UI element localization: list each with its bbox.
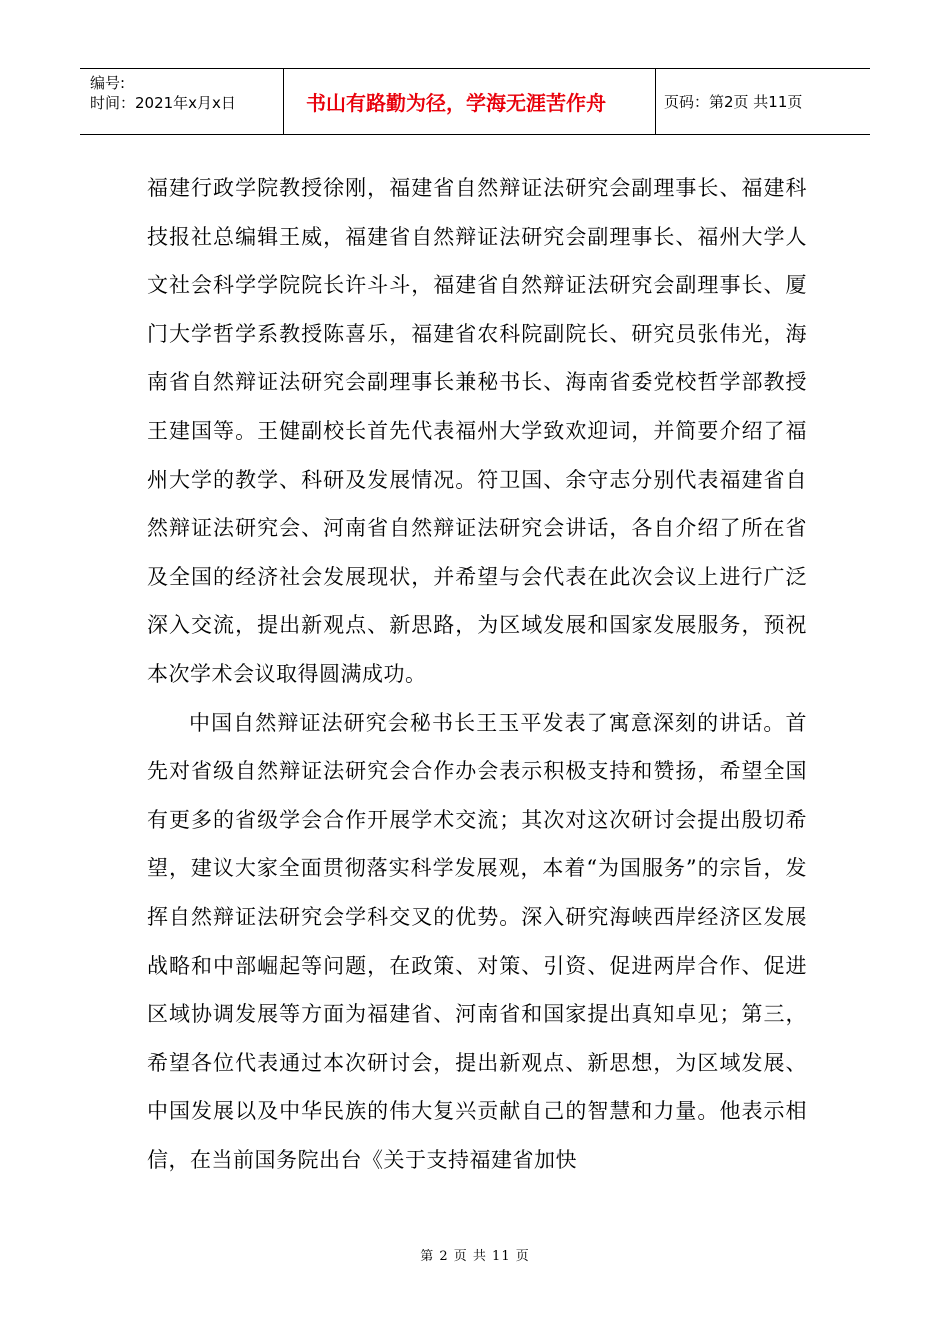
document-number-label: 编号:	[90, 74, 126, 92]
header-motto: 书山有路勤为径，学海无涯苦作舟	[284, 69, 656, 134]
body-paragraph: 中国自然辩证法研究会秘书长王玉平发表了寓意深刻的讲话。首先对省级自然辩证法研究会合作办会表示积极支持和赞扬，希望全国有更多的省级学会合作开展学术交流；其次对这次研讨会提出殷切希望，建议大家全面贯彻落实科学发展观，本着“为国服务”的宗旨，发挥自然辩证法研究会学科交叉的优势。深入研究海峡西岸经济区发展战略和中部崛起等问题，在政策、对策、引资、促进两岸合作、促进区域协调发展等方面为福建省、河南省和国家提出真知卓见；第三，希望各位代表通过本次研讨会，提出新观点、新思想，为区域发展、中国发展以及中华民族的伟大复兴贡献自己的智慧和力量。他表示相信，在当前国务院出台《关于支持福建省加快	[147, 710, 807, 1172]
document-time-label: 时间：2021年x月x日	[90, 94, 236, 112]
body-paragraph: 福建行政学院教授徐刚，福建省自然辩证法研究会副理事长、福建科技报社总编辑王威，福建省自然辩证法研究会副理事长、福州大学人文社会科学学院院长许斗斗，福建省自然辩证法研究会副理事长、厦门大学哲学系教授陈喜乐，福建省农科院副院长、研究员张伟光，海南省自然辩证法研究会副理事长兼秘书长、海南省委党校哲学部教授王建国等。王健副校长首先代表福州大学致欢迎词，并简要介绍了福州大学的教学、科研及发展情况。符卫国、余守志分别代表福建省自然辩证法研究会、河南省自然辩证法研究会讲话，各自介绍了所在省及全国的经济社会发展现状，并希望与会代表在此次会议上进行广泛深入交流，提出新观点、新思路，为区域发展和国家发展服务，预祝本次学术会议取得圆满成功。	[147, 176, 807, 686]
header-page-info: 页码：第2页 共11页	[664, 93, 803, 111]
document-body	[147, 164, 807, 1184]
page-header	[80, 68, 870, 135]
page-footer-number: 第 2 页 共 11 页	[420, 1249, 530, 1264]
header-meta	[80, 69, 284, 134]
